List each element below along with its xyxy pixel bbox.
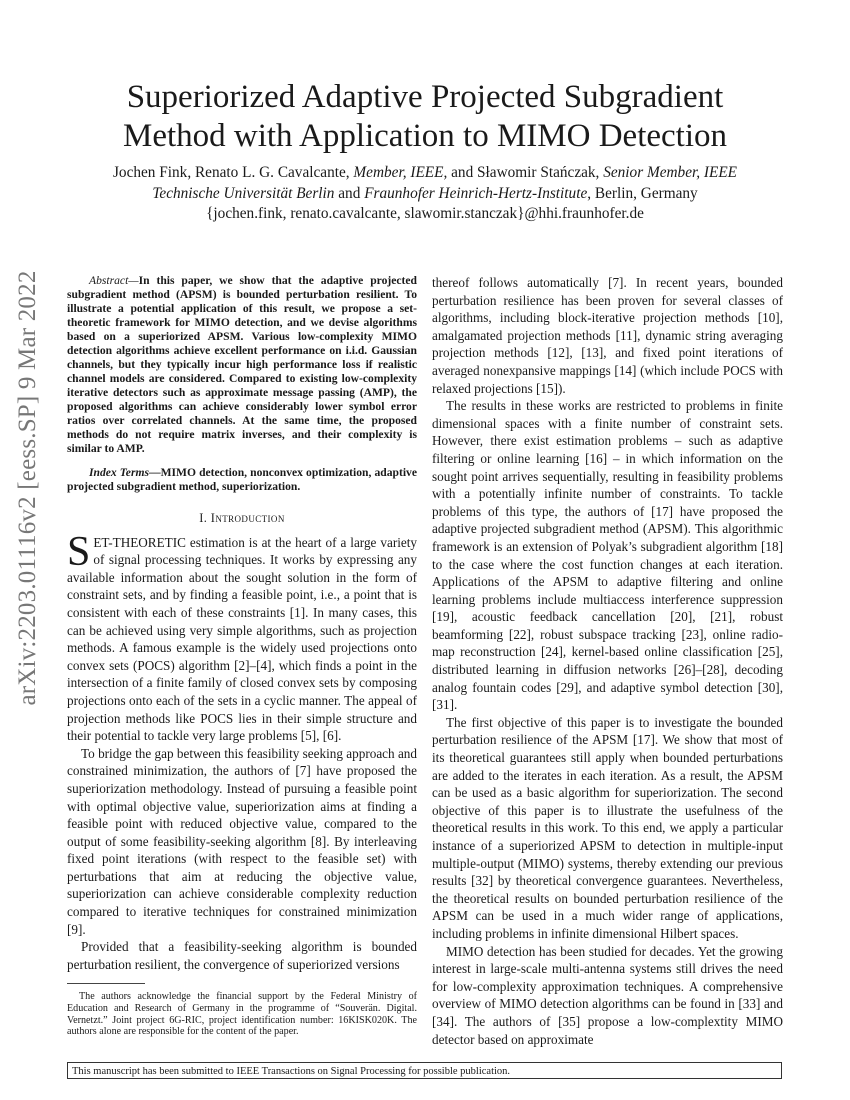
author-names: Jochen Fink, Renato L. G. Cavalcante, Member, IEEE, and Sławomir Stańczak, Senior Member, IEEE (112, 164, 738, 181)
author-block (40, 163, 810, 225)
right-column (432, 274, 783, 1048)
paper-title (60, 78, 790, 156)
intro-paragraph-3: Provided that a feasibility-seeking algorithm is bounded perturbation resilient, the convergence of superiorized versions (67, 939, 417, 972)
index-terms-text: —MIMO detection, nonconvex optimization, adaptive projected subgradient method, superiorization. (67, 466, 417, 493)
drop-cap: S (67, 528, 91, 575)
intro-paragraph-1: SET-THEORETIC estimation is at the heart of a large variety of signal processing techniques. It works by expressing any available information about the sought solution in the form of constraint sets, and by finding a feasible point, i.e., a point that is consistent with each of these constraints [1]. In many cases, this can be achieved using very simple algorithms, such as projection methods. A famous example is the widely used projections onto convex sets (POCS) algorithm [2]–[4], which finds a point in the intersection of a finite family of closed convex sets by composing projections onto each of the sets in a cyclic manner. The appeal of projection methods like POCS lies in their simple structure and their potential to tackle very large problems [5], [6]. (67, 528, 417, 744)
abstract-label: Abstract— (89, 274, 139, 287)
right-paragraph-3: MIMO detection has been studied for decades. Yet the growing interest in large-scale multi-antenna systems still drives the need for low-complexity approximation techniques. A comprehensive overview of MIMO detection algorithms can be found in [33] and [34]. The authors of [35] propose a low-complextity MIMO detector based on approximate (432, 943, 783, 1047)
title-line-1: Superiorized Adaptive Projected Subgradient (126, 79, 724, 115)
right-paragraph-1: The results in these works are restricted to problems in finite dimensional spaces with a finite number of constraint sets. However, there exist estimation problems – such as adaptive filtering or online learning [16] – in which information on the sought point arrives sequentially, resulting in feasibility problems with a potentially infinite number of constraints. To tackle problems of this type, the authors of [17] have proposed the adaptive projected subgradient method (APSM). This algorithmic framework is an extension of Polyak’s subgradient algorithm [18] to the case where the cost function changes at each iteration. Applications of the APSM to adaptive filtering and online learning problems include multiaccess interference suppression [19], acoustic feedback cancellation [20], [21], robust beamforming [22], robust subspace tracking [23], online radio-map reconstruction [24], kernel-based online classification [25], distributed learning in diffusion networks [26]–[28], decoding analog fountain codes [29], and adaptive symbol detection [30], [31]. (432, 398, 783, 713)
abstract (67, 274, 417, 456)
index-terms (67, 466, 417, 494)
index-terms-label: Index Terms (89, 466, 149, 479)
author-affiliation: Technische Universität Berlin and Fraunhofer Heinrich-Hertz-Institute, Berlin, Germany (152, 184, 698, 202)
arxiv-identifier: arXiv:2203.01116v2 [eess.SP] 9 Mar 2022 (14, 270, 41, 706)
title-line-2: Method with Application to MIMO Detection (122, 118, 727, 154)
submission-notice: This manuscript has been submitted to IEEE Transactions on Signal Processing for possible publication. (67, 1062, 782, 1079)
left-column (67, 274, 417, 973)
author-emails: {jochen.fink, renato.cavalcante, slawomir.stanczak}@hhi.fraunhofer.de (206, 205, 644, 222)
right-paragraph-0: thereof follows automatically [7]. In recent years, bounded perturbation resilience has been proven for several classes of algorithms, including block-iterative projection methods [10], amalgamated projection methods [11], dynamic string averaging projection methods [12], [13], and fixed point iterations of averaged nonexpansive mappings [14] (which include POCS with relaxed projections [15]). (432, 275, 783, 396)
section-heading: I. Introduction (199, 511, 285, 525)
footnote-divider (67, 983, 145, 984)
arxiv-sidebar (0, 270, 56, 706)
funding-footnote: The authors acknowledge the financial support by the Federal Ministry of Education and Research of Germany in the programme of “Souverän. Digital. Vernetzt.” Joint project 6G-RIC, project identification number: 16KISK020K. The authors alone are responsible for the content of the paper. (67, 991, 417, 1038)
right-paragraph-2: The first objective of this paper is to investigate the bounded perturbation resilience of the APSM [17]. We show that most of its theoretical guarantees still apply when bounded perturbations are added to the iterates in each iteration. As a result, the APSM can be used as a basic algorithm for superiorization. The second objective of this paper is to illustrate the usefulness of the theoretical results in this work. To this end, we apply a particular instance of a superiorized APSM to detection in multiple-input multiple-output (MIMO) systems, thereby extending our previous results [32] by theoretical convergence guarantees. Nevertheless, the theoretical results on bounded perturbation resilience of the APSM can be used in a much wider range of applications, including problems in infinite dimensional Hilbert spaces. (432, 714, 783, 941)
intro-paragraph-2: To bridge the gap between this feasibility seeking approach and constrained minimization, the authors of [7] have proposed the superiorization methodology. Instead of pursuing a feasible point with optimal objective value, superiorization aims at finding a feasible point with reduced objective value, compared to the output of some feasibility-seeking algorithm [8]. By interleaving fixed point iterations (with respect to the feasible set) with perturbations that aim at reducing the objective value, superiorization can achieve considerable complexity reduction compared to iterative techniques for constrained minimization [9]. (67, 745, 417, 937)
abstract-text: In this paper, we show that the adaptive projected subgradient method (APSM) is bounded perturbation resilient. To illustrate a potential application of this result, we propose a set-theoretic framework for MIMO detection, and we devise algorithms based on a superiorized APSM. Various low-complexity MIMO detection algorithms achieve excellent performance on i.i.d. Gaussian channels, but they typically incur high performance loss if realistic channel models are considered. Compared to existing low-complexity iterative detectors such as approximate message passing (AMP), the proposed algorithms can achieve considerably lower symbol error ratios over correlated channels. At the same time, the proposed methods do not require matrix inverses, and their complexity is similar to AMP. (67, 274, 417, 455)
